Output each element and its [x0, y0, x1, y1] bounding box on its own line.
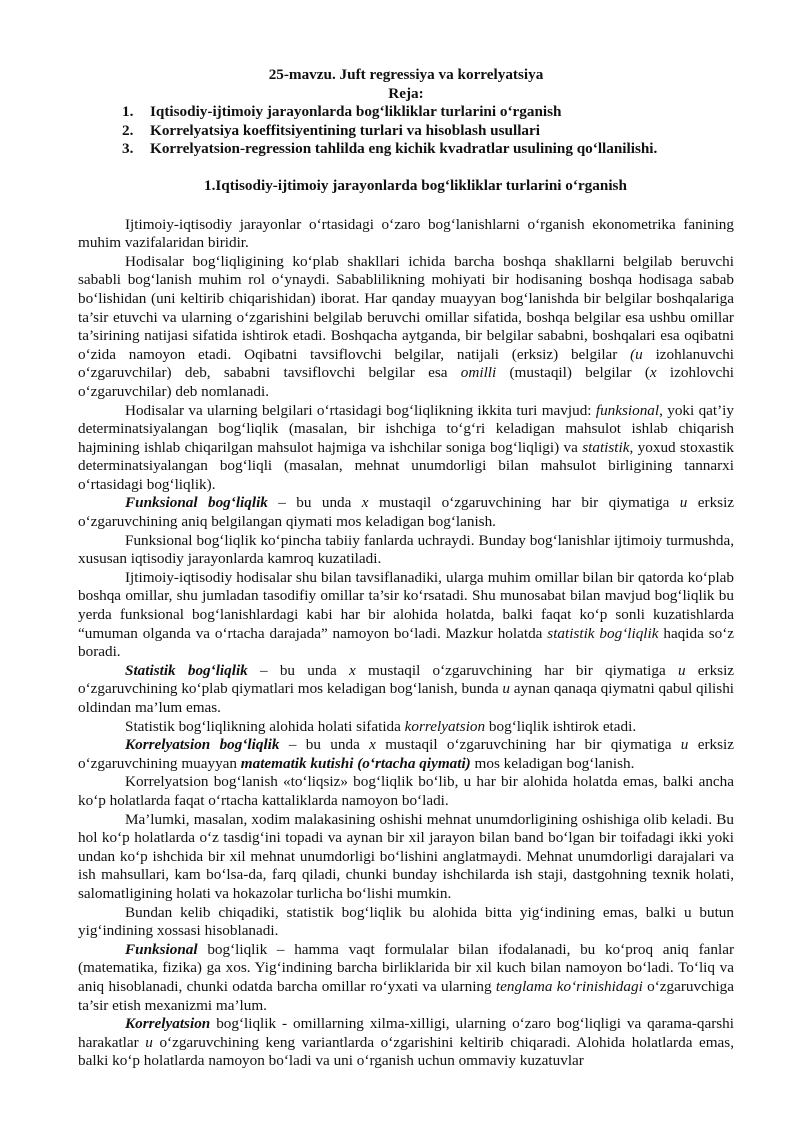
paragraph-11: Ma’lumki, masalan, xodim malakasining oshishi mehnat unumdorligining oshishiga olib keladi. Bu hol ko‘p holatlarda o‘z tasdig‘ini topadi va aynan bir xil jarayon bilan band bo‘lgan bir toifadagi ikki yoki undan ko‘p ishchida bir xil mehnat unumdorligi bo‘lishini anglatmaydi. Mehnat unumdorligi darajalari va ish mahsullari, kam bo‘lsa-da, farq qiladi, chunki bunday ishchilarda ish staji, dastgohning texnik holati, salomatligining holati va hokazolar turlicha bo‘lishi mumkin.	[78, 810, 734, 902]
paragraph-2: Hodisalar bog‘liqligining ko‘plab shakllari ichida barcha boshqa shakllarni belgilab beruvchi sababli bog‘lanish muhim rol o‘ynaydi. Sabablilikning mohiyati bir hodisaning boshqa hodisaga sabab bo‘lishidan (uni keltirib chiqarishidan) iborat. Har qanday muayyan bog‘lanishda bir belgilar boshqalariga ta’sir etuvchi va ularning o‘zgarishini belgilab beruvchi omillar sifatida, boshqa belgilar esa ushbu omillar ta’sirining natijasi sifatida ishtirok etadi. Boshqacha aytganda, bir belgilar sababni, boshqalari esa oqibatni o‘zida namoyon etadi. Oqibatni tavsiflovchi belgilar, natijali (erksiz) belgilar (u izohlanuvchi o‘zgaruvchilar) deb, sababni tavsiflovchi belgilar esa omilli (mustaqil) belgilar (x izohlovchi o‘zgaruvchilar) deb nomlanadi.	[78, 252, 735, 400]
paragraph-9: Korrelyatsion bog‘liqlik – bu unda x mustaqil o‘zgaruvchining har bir qiymatiga u erksiz o‘zgaruvchining muayyan matematik kutishi (o‘rtacha qiymati) mos keladigan bog‘lanish.	[78, 736, 734, 772]
plan-item-text: Korrelyatsion-regression tahlilda eng kichik kvadratlar usulining qo‘llanilishi.	[150, 140, 658, 158]
plan-list	[78, 103, 734, 159]
document-page	[78, 66, 734, 1071]
paragraph-6: Ijtimoiy-iqtisodiy hodisalar shu bilan tavsiflanadiki, ularga muhim omillar bilan bir qatorda ko‘plab boshqa omillar, shu jumladan tasodifiy omillar ta’sir ko‘rsatadi. Shu munosabat bilan mavjud bog‘liqlik bu yerda funksional bog‘lanishlardagi kabi har bir alohida holatda, balki faqat ko‘p sonli kuzatishlarda “umuman olganda va o‘rtacha darajada” namoyon bo‘ladi. Mazkur holatda statistik bog‘liqlik haqida so‘z boradi.	[78, 568, 734, 661]
plan-item-number: 1.	[122, 103, 134, 121]
plan-label: Reja:	[388, 84, 424, 102]
paragraph-5: Funksional bog‘liqlik ko‘pincha tabiiy fanlarda uchraydi. Bunday bog‘lanishlar ijtimoiy turmushda, xususan iqtisodiy jarayonlarda kamroq kuzatiladi.	[78, 531, 734, 568]
plan-item-number: 2.	[122, 121, 134, 139]
topic-title: 25-mavzu. Juft regressiya va korrelyatsiya	[268, 66, 544, 83]
plan-item	[78, 140, 734, 159]
paragraph-14: Korrelyatsion bog‘liqlik - omillarning xilma-xilligi, ularning o‘zaro bog‘liqligi va qarama-qarshi harakatlar u o‘zgaruvchining keng variantlarda o‘zgarishini keltirib chiqaradi. Alohida holatlarda emas, balki ko‘p holatlarda namoyon bo‘ladi va uni o‘rganish uchun ommaviy kuzatuvlar	[78, 1015, 735, 1070]
plan-item	[78, 103, 734, 122]
paragraph-10: Korrelyatsion bog‘lanish «to‘liqsiz» bog‘liqlik bo‘lib, u har bir alohida holatda emas, balki ancha ko‘p holatlarda faqat o‘rtacha kattaliklarda namoyon bo‘ladi.	[78, 773, 734, 809]
paragraph-1: Ijtimoiy-iqtisodiy jarayonlar o‘rtasidagi o‘zaro bog‘lanishlarni o‘rganish ekonometrika fanining muhim vazifalaridan biridir.	[78, 215, 734, 252]
paragraph-7: Statistik bog‘liqlik – bu unda x mustaqil o‘zgaruvchining har bir qiymatiga u erksiz o‘zgaruvchining ko‘plab qiymatlari mos keladigan bog‘lanish, bunda u aynan qanaqa qiymatni qabul qilishi oldindan ma’lum emas.	[78, 661, 735, 716]
plan-item-text: Korrelyatsiya koeffitsiyentining turlari va hisoblash usullari	[150, 121, 540, 139]
paragraph-13: Funksional bog‘liqlik – hamma vaqt formulalar bilan ifodalanadi, bu ko‘proq aniq fanlar (matematika, fizika) ga xos. Yig‘indining barcha birliklarida bir xil kuch bilan namoyon bo‘ladi. To‘liq va aniq hisoblanadi, chunki odatda barcha omillar ro‘yxati va ularning tenglama ko‘rinishidagi o‘zgaruvchiga ta’sir etish mexanizmi ma’lum.	[78, 940, 735, 1014]
plan-item	[78, 122, 734, 141]
paragraph-12: Bundan kelib chiqadiki, statistik bog‘liqlik bu alohida bitta yig‘indining emas, balki u butun yig‘indining xossasi hisoblanadi.	[78, 903, 734, 940]
paragraph-3: Hodisalar va ularning belgilari o‘rtasidagi bog‘liqlikning ikkita turi mavjud: funksional, yoki qat’iy determinatsiyalangan bog‘liqlik (masalan, bir ishchiga to‘g‘ri keladigan mahsulot ishlab chiqarish hajmining ishlab chiqarilgan mahsulot hajmiga va ishchilar soniga bog‘liqligi) va statistik, yoxud stoxastik determinatsiyalangan bog‘liqli (masalan, mehnat unumdorligi bilan mahsulot birligining tannarxi o‘rtasidagi bog‘liqlik).	[78, 401, 734, 493]
section-heading: 1.Iqtisodiy-ijtimoiy jarayonlarda bog‘likliklar turlarini o‘rganish	[204, 176, 627, 194]
plan-item-text: Iqtisodiy-ijtimoiy jarayonlarda bog‘likliklar turlarini o‘rganish	[150, 103, 562, 121]
plan-item-number: 3.	[122, 140, 134, 158]
paragraph-8: Statistik bog‘liqlikning alohida holati sifatida korrelyatsion bog‘liqlik ishtirok etadi.	[125, 717, 637, 735]
paragraph-4: Funksional bog‘liqlik – bu unda x mustaqil o‘zgaruvchining har bir qiymatiga u erksiz o‘zgaruvchining aniq belgilangan qiymati mos keladigan bog‘lanish.	[78, 494, 735, 531]
